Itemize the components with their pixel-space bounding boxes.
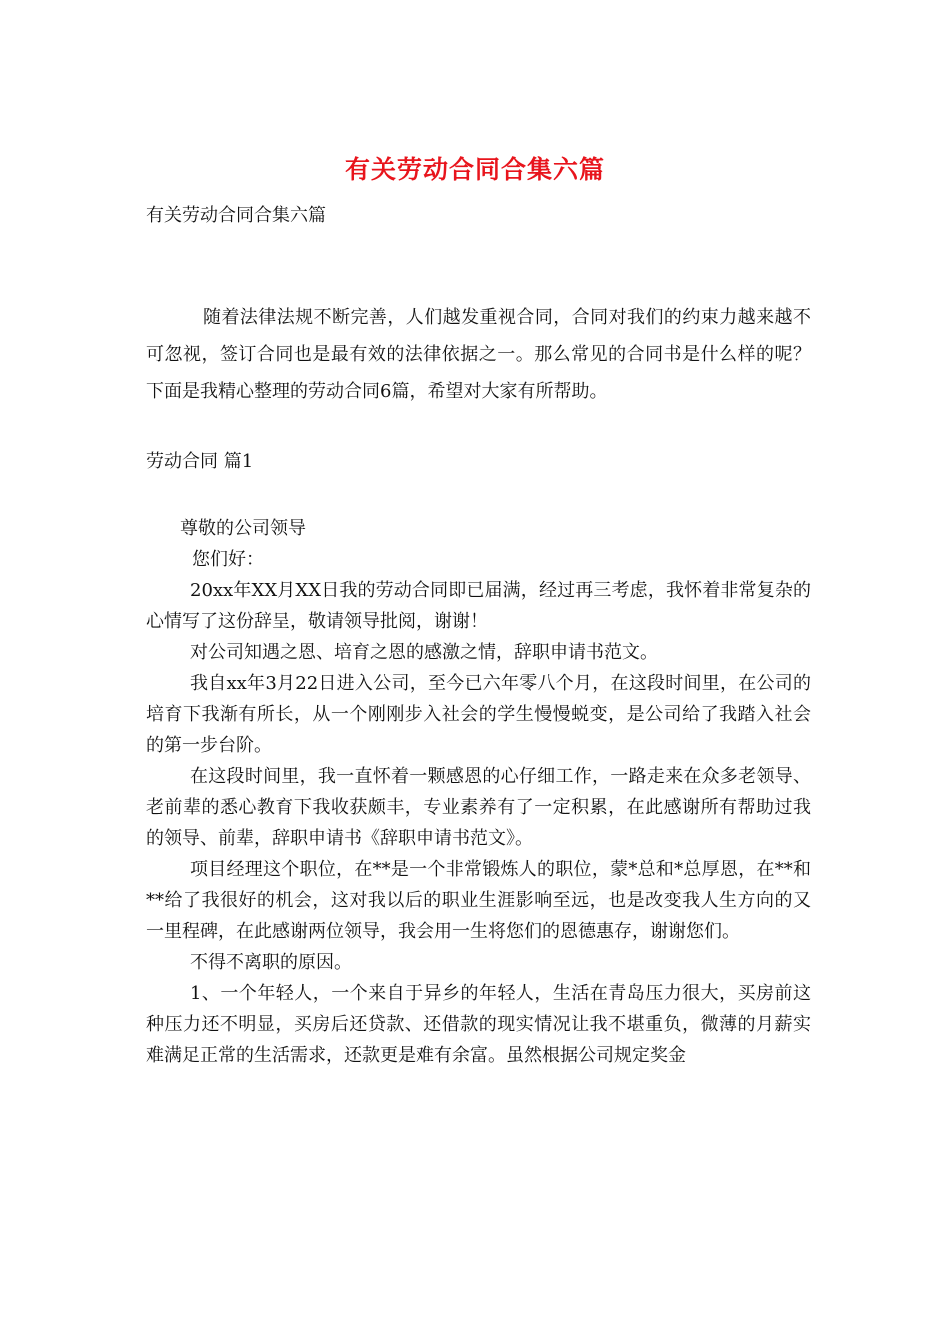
body-paragraph: 不得不离职的原因。 [190,952,352,973]
intro-paragraph: 随着法律法规不断完善，人们越发重视合同，合同对我们的约束力越来越不可忽视，签订合同也是最有效的法律依据之一。那么常见的合同书是什么样的呢？下面是我精心整理的劳动合同6篇，希望对大家有所帮助。 [146,307,811,402]
body-paragraph: 项目经理这个职位，在**是一个非常锻炼人的职位，蒙*总和*总厚恩，在**和**给了我很好的机会，这对我以后的职业生涯影响至远，也是改变我人生方向的又一里程碑，在此感谢两位领导，我会用一生将您们的恩德惠存，谢谢您们。 [146,859,811,942]
document-subtitle: 有关劳动合同合集六篇 [146,205,326,226]
section-heading: 劳动合同 篇1 [146,451,254,472]
greeting: 您们好： [192,549,264,570]
body-paragraph: 对公司知遇之恩、培育之恩的感激之情，辞职申请书范文。 [190,642,658,663]
letter-body [146,513,811,1071]
body-paragraph: 在这段时间里，我一直怀着一颗感恩的心仔细工作，一路走来在众多老领导、老前辈的悉心教育下我收获颇丰，专业素养有了一定积累，在此感谢所有帮助过我的领导、前辈，辞职申请书《辞职申请书范文》。 [146,766,811,849]
body-paragraph: 20xx年XX月XX日我的劳动合同即已届满，经过再三考虑，我怀着非常复杂的心情写了这份辞呈，敬请领导批阅，谢谢！ [146,580,811,632]
document-title: 有关劳动合同合集六篇 [344,155,605,184]
salutation: 尊敬的公司领导 [180,518,306,539]
body-paragraph: 1、一个年轻人，一个来自于异乡的年轻人，生活在青岛压力很大，买房前这种压力还不明显，买房后还贷款、还借款的现实情况让我不堪重负，微薄的月薪实难满足正常的生活需求，还款更是难有余富。虽然根据公司规定奖金 [146,983,811,1066]
body-paragraph: 我自xx年3月22日进入公司，至今已六年零八个月，在这段时间里，在公司的培育下我渐有所长，从一个刚刚步入社会的学生慢慢蜕变，是公司给了我踏入社会的第一步台阶。 [146,673,811,756]
